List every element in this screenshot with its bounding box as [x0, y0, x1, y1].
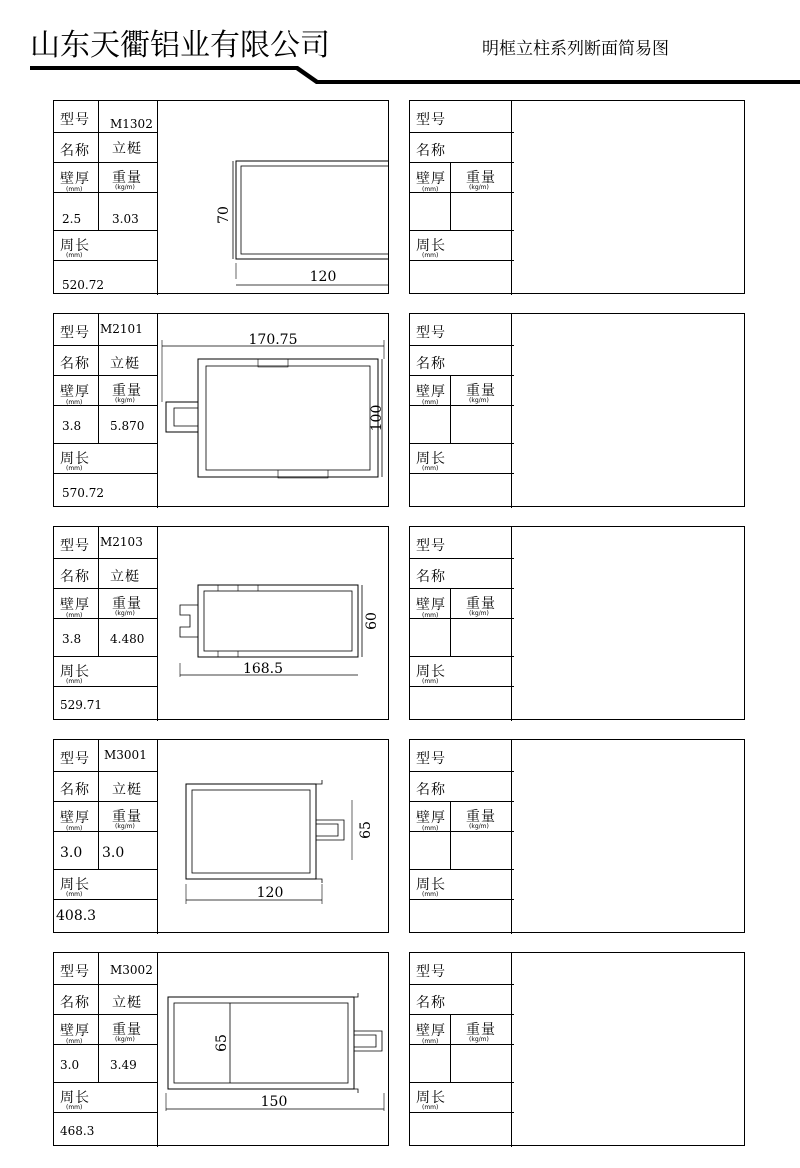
- perimeter-unit: (mm): [422, 1104, 439, 1111]
- name-value: 立梃: [112, 995, 142, 1011]
- wall-value: 3.8: [62, 632, 82, 646]
- weight-label: 重量: [112, 596, 142, 612]
- model-label: 型号: [60, 964, 90, 980]
- perimeter-unit: (mm): [422, 465, 439, 472]
- wall-unit: (mm): [422, 186, 439, 193]
- dim-width: 120: [256, 885, 284, 901]
- model-value: M2103: [100, 535, 143, 549]
- weight-value: 4.480: [110, 632, 145, 646]
- weight-unit: (kg/m): [469, 610, 489, 617]
- weight-value: 5.870: [110, 419, 145, 433]
- name-label: 名称: [416, 356, 446, 372]
- profile-card: [53, 526, 389, 720]
- company-name: 山东天衢铝业有限公司: [30, 28, 330, 63]
- wall-value: 3.8: [62, 419, 82, 433]
- model-label: 型号: [416, 751, 446, 767]
- name-label: 名称: [416, 143, 446, 159]
- wall-unit: (mm): [422, 825, 439, 832]
- perimeter-unit: (mm): [422, 678, 439, 685]
- profile-card: [53, 313, 389, 507]
- dim-height: 100: [369, 404, 385, 432]
- perimeter-value: 520.72: [62, 278, 104, 292]
- weight-unit: (kg/m): [469, 823, 489, 830]
- wall-unit: (mm): [66, 612, 83, 619]
- wall-unit: (mm): [66, 1038, 83, 1045]
- wall-label: 壁厚: [60, 171, 90, 187]
- perimeter-unit: (mm): [422, 252, 439, 259]
- weight-label: 重量: [112, 170, 142, 186]
- perimeter-value: 529.71: [60, 698, 102, 712]
- perimeter-label: 周长: [60, 664, 90, 680]
- model-value: M3002: [110, 963, 153, 977]
- wall-label: 壁厚: [416, 810, 446, 826]
- profile-drawing: [158, 953, 388, 1145]
- perimeter-label: 周长: [416, 1090, 446, 1106]
- wall-label: 壁厚: [416, 597, 446, 613]
- perimeter-label: 周长: [416, 238, 446, 254]
- name-label: 名称: [416, 569, 446, 585]
- dim-height: 60: [364, 612, 380, 630]
- name-value: 立梃: [110, 356, 140, 372]
- wall-label: 壁厚: [416, 384, 446, 400]
- weight-label: 重量: [466, 170, 496, 186]
- perimeter-label: 周长: [60, 1090, 90, 1106]
- dim-width: 170.75: [248, 332, 298, 348]
- dim-width: 168.5: [242, 661, 284, 677]
- weight-unit: (kg/m): [115, 184, 135, 191]
- name-value: 立梃: [112, 782, 142, 798]
- weight-value: 3.49: [110, 1058, 137, 1072]
- document-title: 明框立柱系列断面简易图: [482, 39, 669, 59]
- wall-unit: (mm): [422, 612, 439, 619]
- weight-unit: (kg/m): [469, 184, 489, 191]
- wall-label: 壁厚: [60, 384, 90, 400]
- weight-unit: (kg/m): [469, 397, 489, 404]
- weight-label: 重量: [112, 1022, 142, 1038]
- model-label: 型号: [416, 538, 446, 554]
- weight-value: 3.03: [112, 212, 139, 226]
- perimeter-unit: (mm): [422, 891, 439, 898]
- weight-unit: (kg/m): [115, 397, 135, 404]
- perimeter-label: 周长: [416, 664, 446, 680]
- weight-unit: (kg/m): [115, 610, 135, 617]
- model-value: M3001: [104, 748, 147, 762]
- dim-height: 70: [216, 206, 232, 224]
- name-label: 名称: [60, 995, 90, 1011]
- model-label: 型号: [416, 964, 446, 980]
- perimeter-value: 468.3: [60, 1124, 95, 1138]
- weight-unit: (kg/m): [115, 1036, 135, 1043]
- name-value: 立梃: [112, 141, 142, 157]
- perimeter-value: 408.3: [56, 908, 97, 924]
- wall-unit: (mm): [422, 1038, 439, 1045]
- profile-card: [53, 952, 389, 1146]
- profile-drawing: [158, 527, 388, 719]
- wall-label: 壁厚: [60, 597, 90, 613]
- wall-unit: (mm): [422, 399, 439, 406]
- profile-drawing: [158, 314, 388, 506]
- model-label: 型号: [416, 325, 446, 341]
- name-label: 名称: [416, 995, 446, 1011]
- weight-label: 重量: [112, 383, 142, 399]
- perimeter-label: 周长: [416, 877, 446, 893]
- profile-drawing: [158, 740, 388, 932]
- name-label: 名称: [60, 143, 90, 159]
- dim-height: 65: [358, 821, 374, 839]
- model-label: 型号: [60, 112, 90, 128]
- perimeter-unit: (mm): [66, 678, 83, 685]
- blank-card: [409, 100, 745, 294]
- model-label: 型号: [60, 538, 90, 554]
- weight-unit: (kg/m): [469, 1036, 489, 1043]
- perimeter-label: 周长: [60, 877, 90, 893]
- name-label: 名称: [416, 782, 446, 798]
- perimeter-value: 570.72: [62, 486, 104, 500]
- weight-label: 重量: [466, 596, 496, 612]
- weight-label: 重量: [466, 383, 496, 399]
- wall-label: 壁厚: [60, 810, 90, 826]
- blank-card: [409, 526, 745, 720]
- wall-value: 3.0: [60, 845, 83, 861]
- wall-unit: (mm): [66, 186, 83, 193]
- wall-label: 壁厚: [416, 1023, 446, 1039]
- profile-card: [53, 739, 389, 933]
- dim-width: 120: [309, 269, 337, 285]
- blank-card: [409, 313, 745, 507]
- blank-card: [409, 952, 745, 1146]
- model-label: 型号: [60, 751, 90, 767]
- dim-height: 65: [214, 1034, 230, 1052]
- weight-label: 重量: [466, 1022, 496, 1038]
- weight-label: 重量: [112, 809, 142, 825]
- model-label: 型号: [60, 325, 90, 341]
- wall-unit: (mm): [66, 399, 83, 406]
- model-label: 型号: [416, 112, 446, 128]
- perimeter-label: 周长: [60, 451, 90, 467]
- perimeter-unit: (mm): [66, 891, 83, 898]
- profile-drawing: [158, 101, 388, 293]
- name-label: 名称: [60, 356, 90, 372]
- blank-card: [409, 739, 745, 933]
- wall-label: 壁厚: [60, 1023, 90, 1039]
- perimeter-unit: (mm): [66, 252, 83, 259]
- model-value: M2101: [100, 322, 143, 336]
- model-value: M1302: [110, 117, 153, 131]
- perimeter-label: 周长: [416, 451, 446, 467]
- header-rule: [0, 0, 800, 90]
- dim-width: 150: [260, 1094, 288, 1110]
- weight-unit: (kg/m): [115, 823, 135, 830]
- name-label: 名称: [60, 782, 90, 798]
- perimeter-unit: (mm): [66, 1104, 83, 1111]
- wall-unit: (mm): [66, 825, 83, 832]
- name-label: 名称: [60, 569, 90, 585]
- wall-label: 壁厚: [416, 171, 446, 187]
- perimeter-unit: (mm): [66, 465, 83, 472]
- wall-value: 2.5: [62, 212, 82, 226]
- wall-value: 3.0: [60, 1058, 80, 1072]
- weight-label: 重量: [466, 809, 496, 825]
- weight-value: 3.0: [102, 845, 125, 861]
- profile-card: [53, 100, 389, 294]
- name-value: 立梃: [110, 569, 140, 585]
- perimeter-label: 周长: [60, 238, 90, 254]
